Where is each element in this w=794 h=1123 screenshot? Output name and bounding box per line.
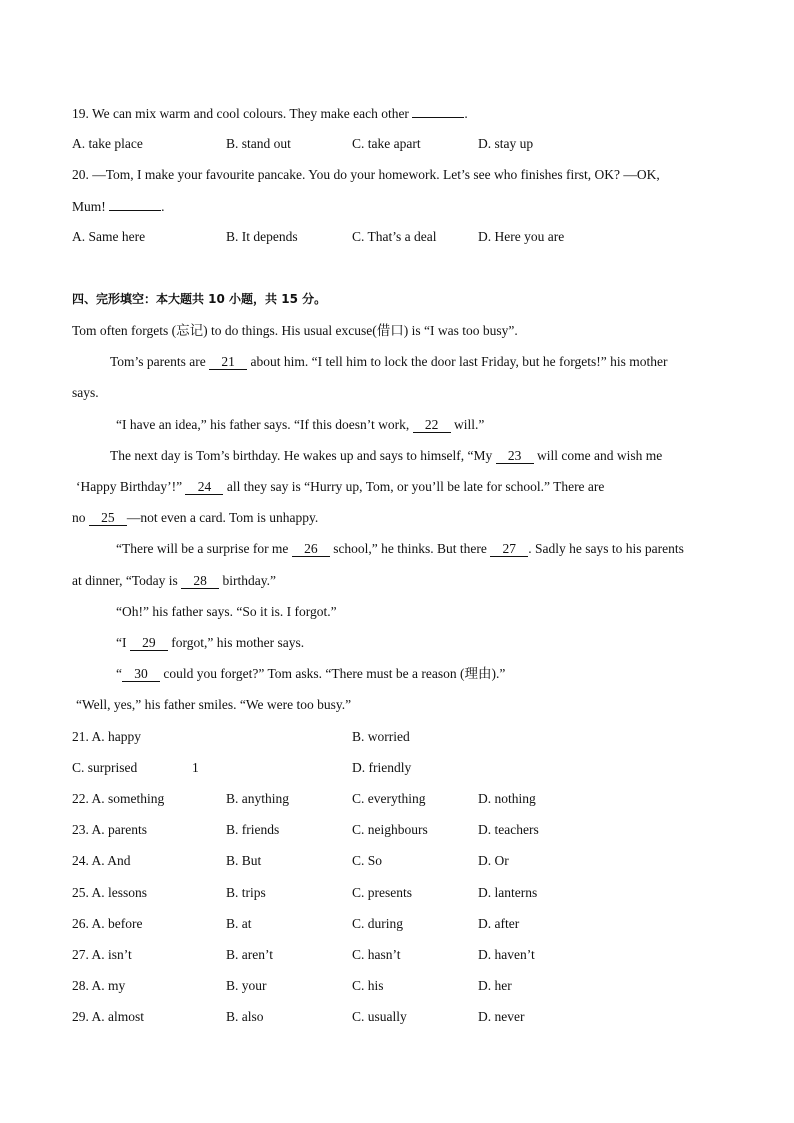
q25-option-b: B. trips (226, 884, 266, 900)
cloze-blank-27: 27 (490, 541, 528, 557)
passage-line: “Well, yes,” his father smiles. “We were too busy.” (76, 697, 352, 712)
q23-option-c: C. neighbours (352, 822, 428, 838)
q24-option-a: 24. A. And (72, 853, 131, 869)
passage-text: about him. “I tell him to lock the door last Friday, but he forgets!” his mother (247, 354, 668, 369)
q24-option-b: B. But (226, 853, 262, 869)
passage-text: school,” he thinks. But there (329, 541, 491, 556)
q20-option-d: D. Here you are (478, 229, 565, 244)
q21-option-a: 21. A. happy (72, 729, 141, 744)
passage-text: —not even a card. Tom is unhappy. (126, 510, 319, 525)
passage-text: “ (116, 666, 122, 681)
passage-line (76, 478, 604, 496)
passage-line: “Oh!” his father says. “So it is. I forgot.” (116, 604, 337, 619)
cloze-blank-25: 25 (89, 510, 127, 526)
q28-option-b: B. your (226, 978, 267, 994)
q26-option-c: C. during (352, 915, 404, 931)
q19-text: 19. We can mix warm and cool colours. They make each other (72, 106, 413, 121)
passage-text: no (72, 510, 89, 525)
q25-option-d: D. lanterns (478, 884, 538, 900)
question-20-stem: 20. —Tom, I make your favourite pancake. You do your homework. Let’s see who finishes first, OK? —OK, (72, 167, 660, 182)
cloze-blank-29: 29 (130, 635, 168, 651)
passage-text: could you forget?” Tom asks. “There must be a reason (理由).” (160, 666, 506, 681)
q27-option-c: C. hasn’t (352, 947, 401, 962)
passage-text: all they say is “Hurry up, Tom, or you’ll be late for school.” There are (223, 479, 605, 494)
q25-option-c: C. presents (352, 884, 412, 900)
q21-option-d: D. friendly (352, 760, 412, 775)
q19-option-d: D. stay up (478, 136, 534, 151)
passage-text: will come and wish me (533, 448, 663, 463)
q26-option-b: B. at (226, 915, 252, 931)
q21-option-c: C. surprised (72, 760, 138, 775)
cloze-blank-22: 22 (413, 417, 451, 433)
passage-text: “I have an idea,” his father says. “If this doesn’t work, (116, 417, 413, 432)
q19-end: . (464, 106, 468, 121)
passage-line (110, 353, 667, 371)
q19-option-c: C. take apart (352, 136, 421, 151)
cloze-blank-30: 30 (122, 666, 160, 682)
passage-text: “There will be a surprise for me (116, 541, 292, 556)
q23-option-b: B. friends (226, 822, 280, 838)
passage-text: . Sadly he says to his parents (528, 541, 684, 556)
answer-blank (109, 197, 161, 211)
passage-line (116, 634, 304, 652)
q22-option-b: B. anything (226, 791, 289, 806)
passage-line: says. (72, 385, 99, 400)
passage-line (72, 572, 276, 590)
q29-option-d: D. never (478, 1009, 525, 1025)
q20-option-c: C. That’s a deal (352, 229, 437, 244)
q28-option-a: 28. A. my (72, 978, 126, 994)
question-19-stem (72, 104, 468, 123)
passage-text: ‘Happy Birthday’!” (76, 479, 186, 494)
passage-line (116, 416, 484, 434)
q19-option-a: A. take place (72, 136, 143, 151)
q19-option-b: B. stand out (226, 136, 291, 151)
q20-text-cont: Mum! (72, 199, 110, 214)
stray-mark: 1 (192, 760, 199, 775)
passage-line (116, 665, 505, 683)
passage-line: Tom often forgets (忘记) to do things. His usual excuse(借口) is “I was too busy”. (72, 323, 518, 338)
q27-option-b: B. aren’t (226, 947, 273, 962)
q29-option-a: 29. A. almost (72, 1009, 145, 1025)
question-20-stem-cont (72, 197, 165, 216)
section-heading: 四、完形填空：本大题共 10 小题，共 15 分。 (72, 292, 327, 306)
cloze-blank-24: 24 (185, 479, 223, 495)
q27-option-a: 27. A. isn’t (72, 947, 132, 962)
q23-option-a: 23. A. parents (72, 822, 147, 838)
q29-option-c: C. usually (352, 1009, 407, 1025)
q26-option-a: 26. A. before (72, 915, 143, 931)
q28-option-d: D. her (478, 978, 512, 994)
passage-line (72, 509, 318, 527)
passage-text: Tom’s parents are (110, 354, 210, 369)
q27-option-d: D. haven’t (478, 947, 535, 962)
q26-option-d: D. after (478, 915, 520, 931)
passage-text: at dinner, “Today is (72, 573, 182, 588)
q22-option-a: 22. A. something (72, 791, 165, 806)
q22-option-d: D. nothing (478, 791, 536, 806)
q23-option-d: D. teachers (478, 822, 539, 838)
cloze-blank-21: 21 (209, 354, 247, 370)
passage-text: forgot,” his mother says. (167, 635, 305, 650)
cloze-blank-23: 23 (496, 448, 534, 464)
cloze-blank-26: 26 (292, 541, 330, 557)
passage-text: “I (116, 635, 130, 650)
q20-option-b: B. It depends (226, 229, 298, 244)
answer-blank (412, 104, 464, 118)
passage-text: The next day is Tom’s birthday. He wakes up and says to himself, “My (110, 448, 496, 463)
q22-option-c: C. everything (352, 791, 426, 806)
q24-option-c: C. So (352, 853, 383, 869)
passage-line (116, 540, 684, 558)
q20-option-a: A. Same here (72, 229, 146, 244)
q20-end: . (161, 199, 165, 214)
q25-option-a: 25. A. lessons (72, 884, 148, 900)
passage-text: will.” (450, 417, 485, 432)
q24-option-d: D. Or (478, 853, 509, 869)
cloze-blank-28: 28 (181, 573, 219, 589)
passage-text: birthday.” (219, 573, 276, 588)
q28-option-c: C. his (352, 978, 384, 994)
q29-option-b: B. also (226, 1009, 264, 1025)
q21-option-b: B. worried (352, 729, 410, 744)
passage-line (110, 447, 662, 465)
